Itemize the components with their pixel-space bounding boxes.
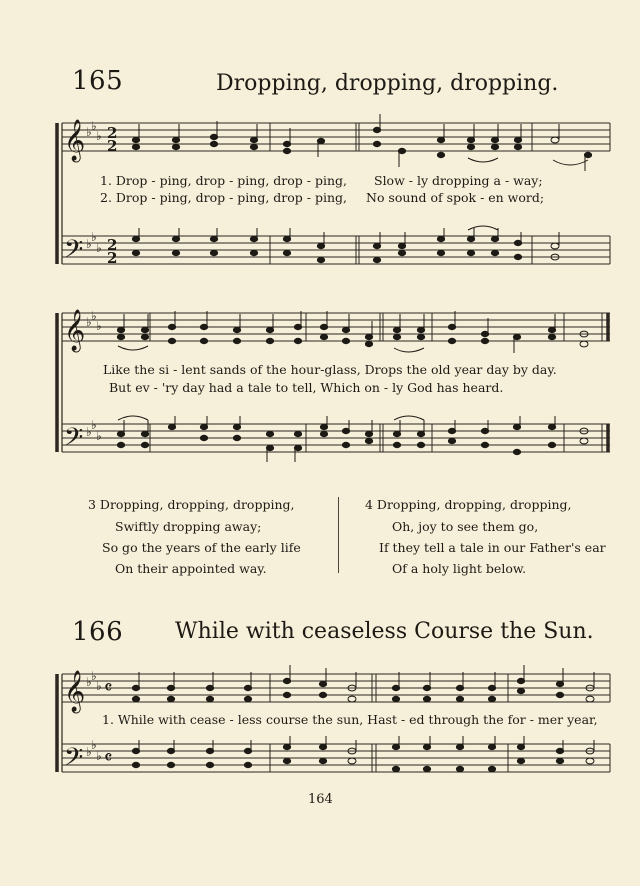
svg-text:♭: ♭ xyxy=(96,319,102,333)
svg-text:♭: ♭ xyxy=(91,309,97,323)
svg-text:𝄞: 𝄞 xyxy=(64,671,86,712)
lyric-165-line1-verse1: 1. Drop - ping, drop - ping, drop - ping, xyxy=(100,173,347,188)
svg-text:♭: ♭ xyxy=(96,679,102,693)
stanza-4-line-3: If they tell a tale in our Father's ear xyxy=(379,540,606,555)
notes-bass-2 xyxy=(117,416,588,462)
svg-text:𝄢: 𝄢 xyxy=(64,743,84,778)
svg-text:♭: ♭ xyxy=(91,738,97,752)
svg-text:♭: ♭ xyxy=(86,315,92,329)
notes-treble-3 xyxy=(132,665,594,702)
svg-text:♭: ♭ xyxy=(86,237,92,251)
svg-text:♭: ♭ xyxy=(86,745,92,759)
svg-text:♭: ♭ xyxy=(96,749,102,763)
lyric-165-line1-verse2-cont: No sound of spok - en word; xyxy=(366,190,545,205)
svg-text:2: 2 xyxy=(107,137,118,155)
stanza-4-line-2: Oh, joy to see them go, xyxy=(392,519,539,534)
lyric-165-line1-verse2: 2. Drop - ping, drop - ping, drop - ping, xyxy=(100,190,347,205)
svg-text:♭: ♭ xyxy=(91,418,97,432)
lyric-166-line1-verse1: 1. While with cease - less course the sun, Hast - ed through the for - mer year, xyxy=(102,712,598,727)
hymn-title-165: Dropping, dropping, dropping. xyxy=(216,71,559,96)
hymn-title-166: While with ceaseless Course the Sun. xyxy=(175,619,594,644)
staff-bass-3 xyxy=(62,744,610,772)
svg-text:𝄴: 𝄴 xyxy=(104,747,113,769)
svg-text:2: 2 xyxy=(107,124,118,142)
notes-bass-1 xyxy=(132,228,559,263)
svg-text:2: 2 xyxy=(107,236,118,254)
svg-text:♭: ♭ xyxy=(86,125,92,139)
staff-bass-1 xyxy=(62,236,610,264)
stanza-4-line-1: 4 Dropping, dropping, dropping, xyxy=(365,497,572,512)
svg-text:♭: ♭ xyxy=(91,119,97,133)
svg-text:♭: ♭ xyxy=(96,129,102,143)
stanza-3-line-3: So go the years of the early life xyxy=(102,540,301,555)
svg-text:𝄴: 𝄴 xyxy=(104,677,113,699)
hymn-number-165: 165 xyxy=(72,66,124,96)
lyric-165-line2-verse1: Like the si - lent sands of the hour-glass, Drops the old year day by day. xyxy=(103,362,557,377)
svg-text:♭: ♭ xyxy=(91,230,97,244)
svg-text:♭: ♭ xyxy=(96,241,102,255)
svg-text:2: 2 xyxy=(107,249,118,267)
stanza-divider xyxy=(338,497,339,573)
stanza-3-line-2: Swiftly dropping away; xyxy=(115,519,262,534)
stanza-3-line-1: 3 Dropping, dropping, dropping, xyxy=(88,497,295,512)
staff-treble-1 xyxy=(62,123,610,151)
lyric-165-line2-verse2: But ev - 'ry day had a tale to tell, Which on - ly God has heard. xyxy=(109,380,504,395)
svg-text:♭: ♭ xyxy=(86,425,92,439)
svg-text:𝄞: 𝄞 xyxy=(64,310,86,351)
svg-text:𝄢: 𝄢 xyxy=(64,235,84,270)
svg-text:♭: ♭ xyxy=(91,669,97,683)
stanza-4-line-4: Of a holy light below. xyxy=(392,561,527,576)
lyric-165-line1-verse1-cont: Slow - ly dropping a - way; xyxy=(374,173,543,188)
svg-text:♭: ♭ xyxy=(96,429,102,443)
svg-text:𝄞: 𝄞 xyxy=(64,120,86,161)
page-number: 164 xyxy=(308,792,333,807)
staff-treble-3 xyxy=(62,674,610,702)
hymn-number-166: 166 xyxy=(72,617,124,647)
notes-bass-3 xyxy=(132,736,594,772)
notes-treble-2 xyxy=(117,311,588,353)
svg-text:𝄢: 𝄢 xyxy=(64,423,84,458)
stanza-3-line-4: On their appointed way. xyxy=(115,561,267,576)
svg-text:♭: ♭ xyxy=(86,675,92,689)
